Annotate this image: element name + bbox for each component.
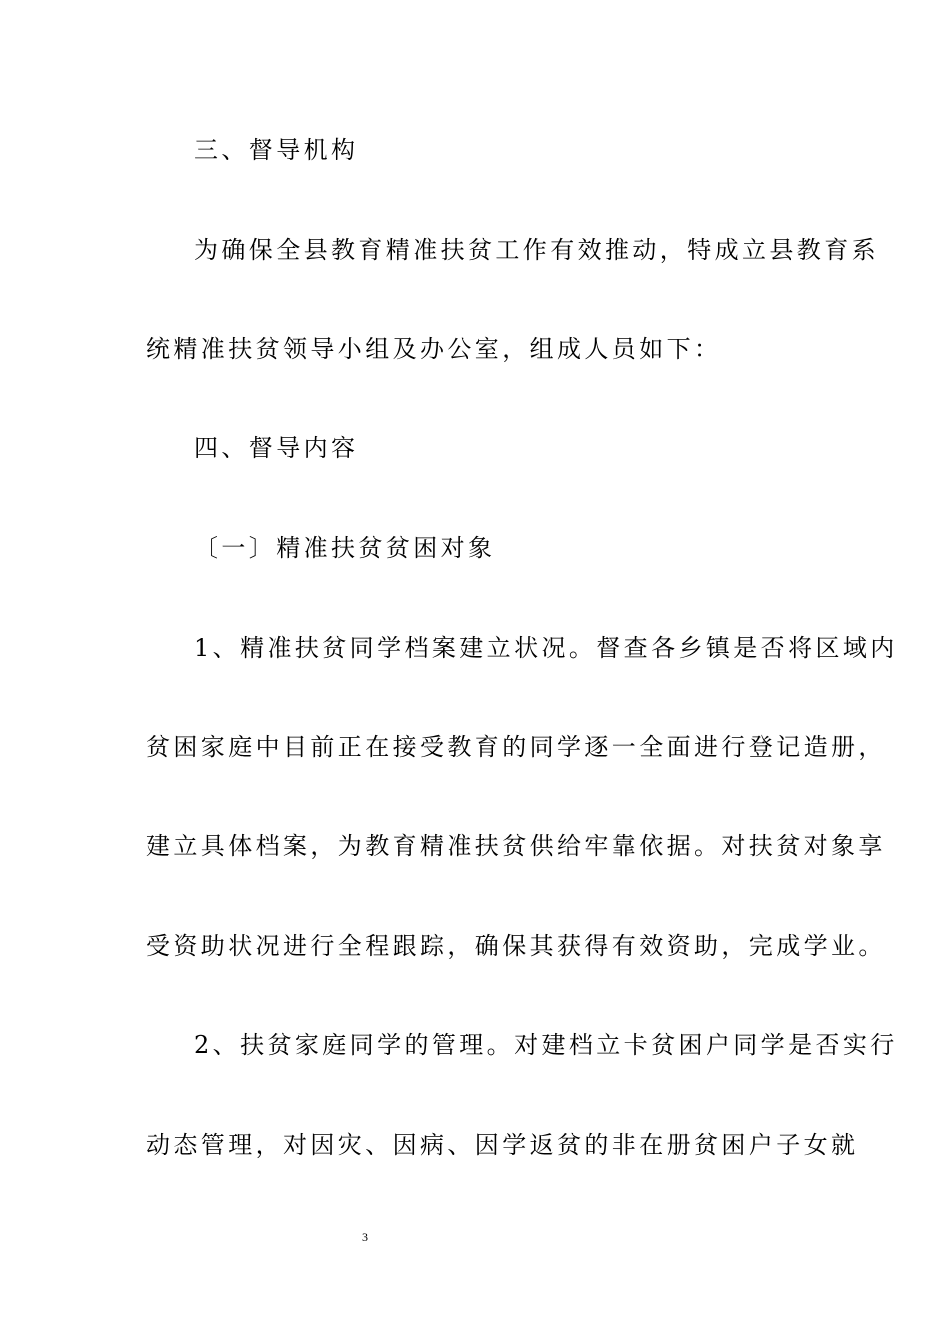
paragraph-line: 建立具体档案，为教育精准扶贫供给牢靠依据。对扶贫对象享 bbox=[146, 832, 886, 860]
paragraph-line: 1、精准扶贫同学档案建立状况。督查各乡镇是否将区域内 bbox=[194, 634, 898, 662]
page-number: 3 bbox=[362, 1230, 368, 1244]
paragraph-line: 统精准扶贫领导小组及办公室，组成人员如下： bbox=[146, 335, 722, 363]
paragraph-line: 2、扶贫家庭同学的管理。对建档立卡贫困户同学是否实行 bbox=[194, 1031, 898, 1059]
section-heading-supervision-agency: 三、督导机构 bbox=[194, 136, 359, 164]
paragraph-line: 受资助状况进行全程跟踪，确保其获得有效资助，完成学业。 bbox=[146, 932, 886, 960]
subsection-heading: 〔一〕精准扶贫贫困对象 bbox=[194, 534, 496, 562]
paragraph-line: 贫困家庭中目前正在接受教育的同学逐一全面进行登记造册， bbox=[146, 733, 886, 761]
section-heading-supervision-content: 四、督导内容 bbox=[194, 434, 359, 462]
paragraph-line: 为确保全县教育精准扶贫工作有效推动，特成立县教育系 bbox=[194, 236, 879, 264]
paragraph-line: 动态管理，对因灾、因病、因学返贫的非在册贫困户子女就 bbox=[146, 1131, 859, 1159]
